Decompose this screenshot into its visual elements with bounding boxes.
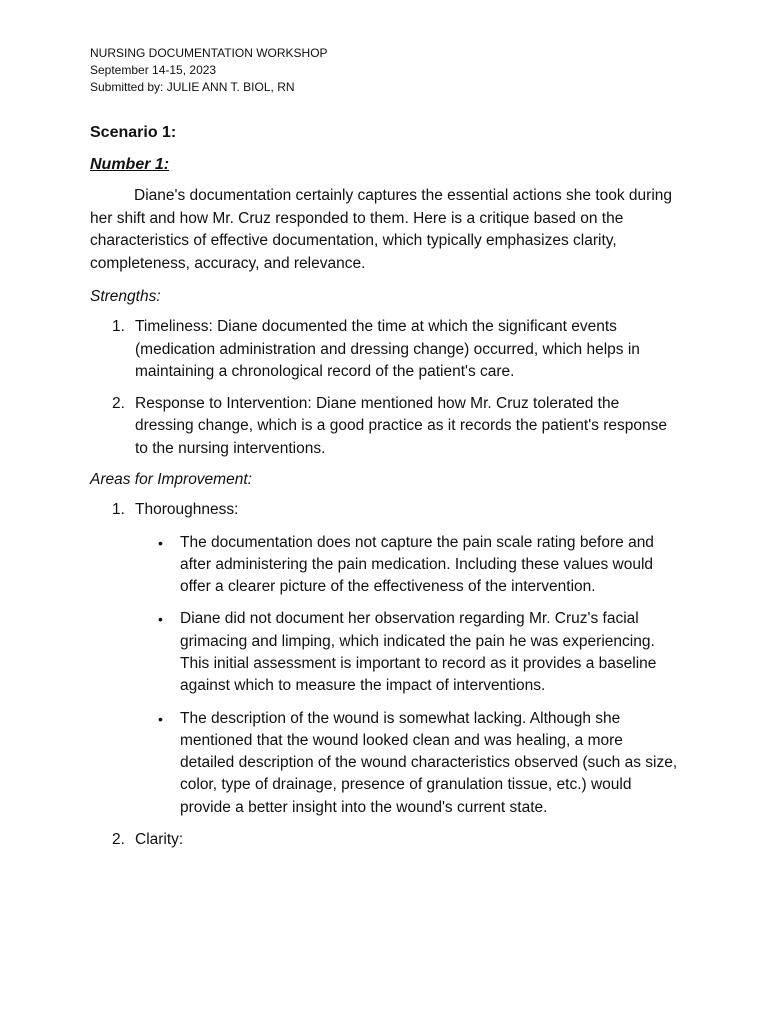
scenario-heading: Scenario 1: <box>90 124 177 141</box>
bullet-icon: • <box>158 534 163 551</box>
intro-paragraph: Diane's documentation certainly captures the essential actions she took during her shift and how Mr. Cruz responded to them. Here is a critique based on the characteristics of effective documentation, which typically emphasizes clarity, completeness, accuracy, and relevance. <box>90 187 673 272</box>
bullet-text: The documentation does not capture the pain scale rating before and after administering the pain medication. Including these values would offer a clearer picture of the effectiveness of the intervention. <box>180 533 654 596</box>
list-item-text: Clarity: <box>135 831 184 849</box>
improvement-heading: Areas for Improvement: <box>90 471 252 488</box>
list-item <box>90 829 678 852</box>
bullet-icon: • <box>158 710 163 727</box>
improvement-list-continued <box>90 829 678 852</box>
list-number: 2. <box>112 394 125 412</box>
bullet-text: The description of the wound is somewhat lacking. Although she mentioned that the wound looked clean and was healing, a more detailed description of the wound characteristics observed (such as size, color, type of drainage, presence of granulation tissue, etc.) would provide a better insight into the wound's current state. <box>180 709 678 816</box>
document-header <box>90 45 678 96</box>
number-heading: Number 1: <box>90 156 170 173</box>
list-item-text: Response to Intervention: Diane mentioned how Mr. Cruz tolerated the dressing change, which is a good practice as it records the patient's response to the nursing interventions. <box>135 394 667 457</box>
bullet-item <box>90 608 678 697</box>
strengths-heading: Strengths: <box>90 288 161 305</box>
bullet-item <box>90 532 678 599</box>
list-item-text: Timeliness: Diane documented the time at which the significant events (medication administration and dressing change) occurred, which helps in maintaining a chronological record of the patient's care. <box>135 318 640 380</box>
bullet-icon: • <box>158 611 163 628</box>
list-number: 2. <box>112 831 125 849</box>
bullet-text: Diane did not document her observation regarding Mr. Cruz's facial grimacing and limping, which indicated the pain he was experiencing. This initial assessment is important to record as it provides a baseline against which to measure the impact of interventions. <box>180 610 657 695</box>
header-workshop-title: NURSING DOCUMENTATION WORKSHOP <box>90 46 328 60</box>
list-item <box>90 499 678 522</box>
list-item-text: Thoroughness: <box>135 501 239 518</box>
strengths-list <box>90 316 678 460</box>
header-submitted-by: Submitted by: JULIE ANN T. BIOL, RN <box>90 80 295 94</box>
header-date: September 14-15, 2023 <box>90 63 217 77</box>
list-number: 1. <box>112 501 125 518</box>
bullet-item <box>90 708 678 819</box>
thoroughness-bullets <box>90 532 678 820</box>
list-item <box>90 393 678 461</box>
list-number: 1. <box>112 318 125 335</box>
list-item <box>90 316 678 384</box>
improvement-list <box>90 499 678 522</box>
